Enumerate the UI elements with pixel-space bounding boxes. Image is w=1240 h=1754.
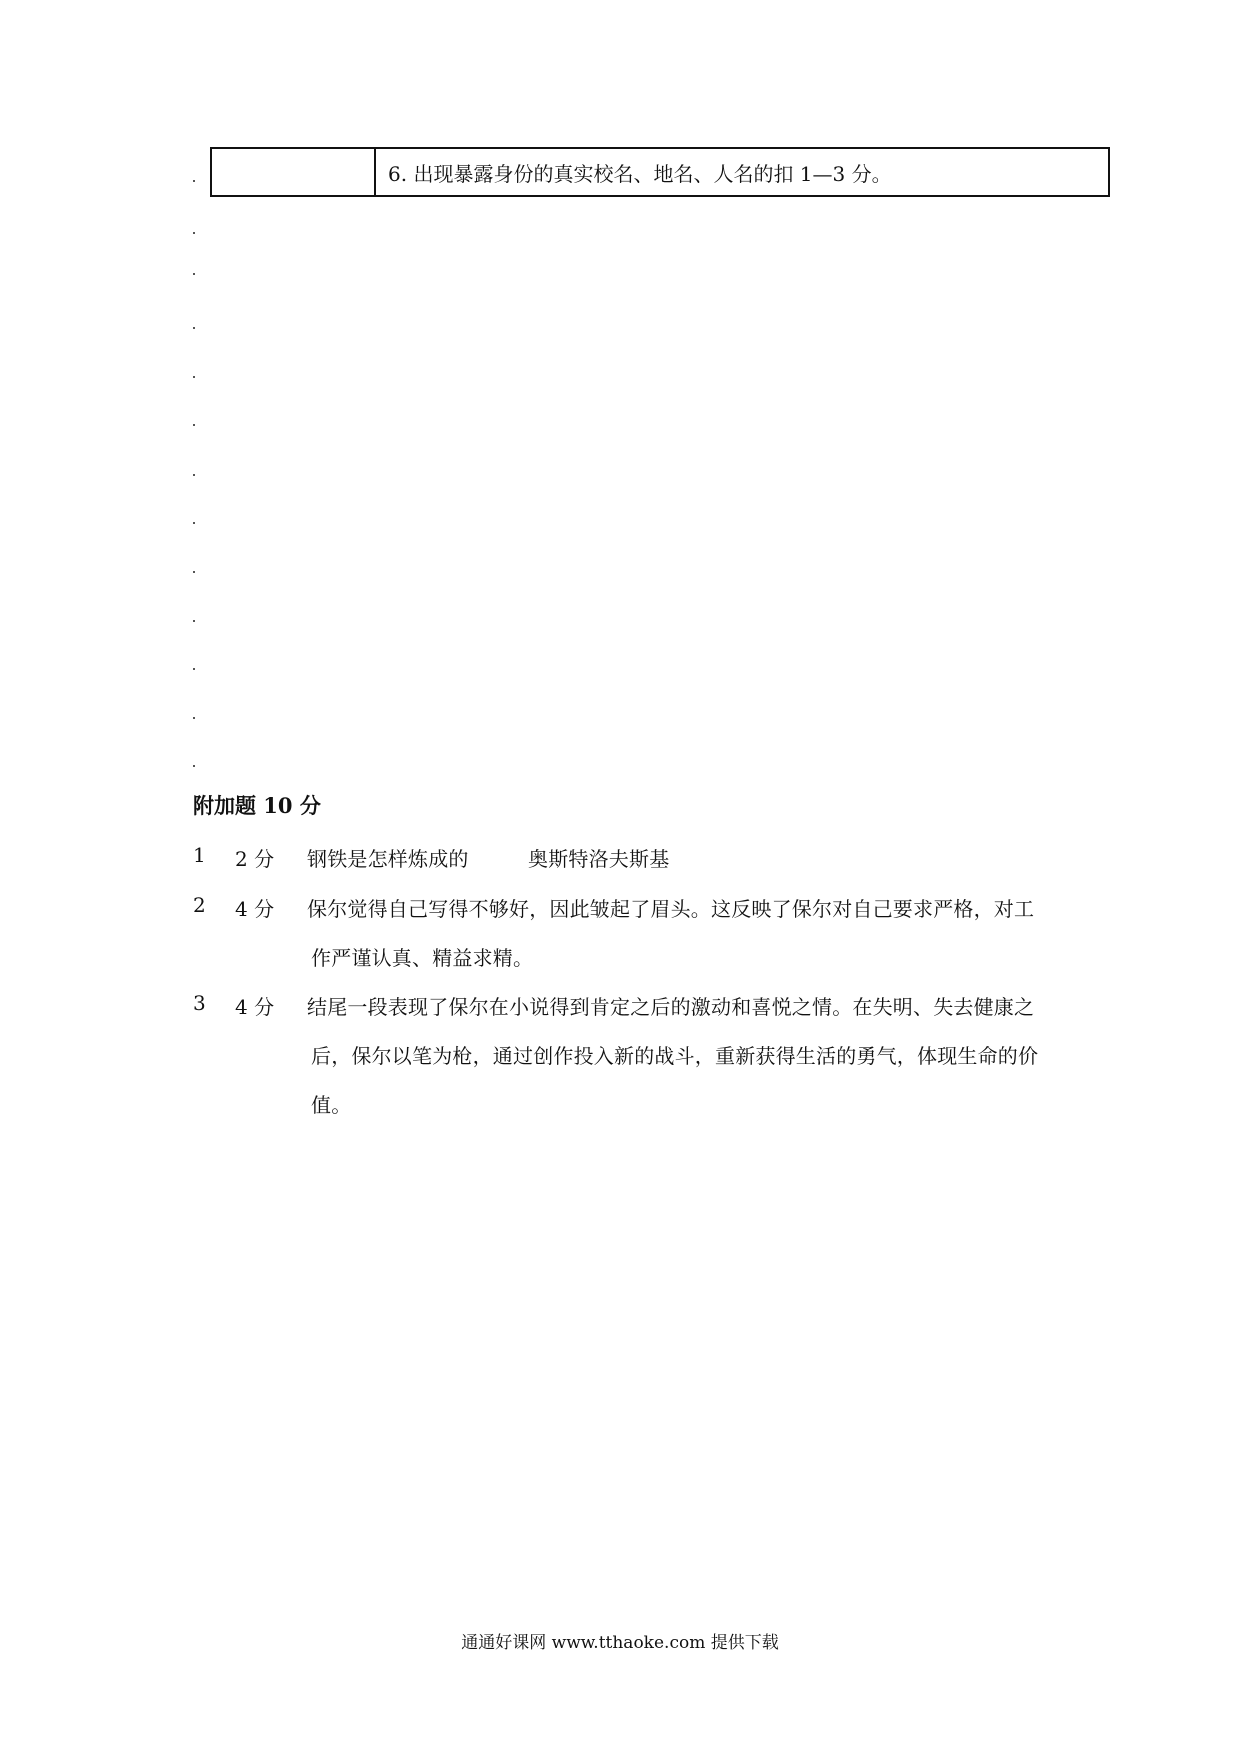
paragraph-mark <box>193 668 195 670</box>
question-number: 2 <box>193 893 206 917</box>
question-score: 4 分 <box>235 995 275 1019</box>
paragraph-mark <box>193 180 195 182</box>
paragraph-mark <box>193 522 195 524</box>
question-number: 3 <box>193 991 206 1015</box>
paragraph-mark <box>193 620 195 622</box>
answer-line: 结尾一段表现了保尔在小说得到肯定之后的激动和喜悦之情。在失明、失去健康之 <box>307 995 1035 1019</box>
rubric-cell-label <box>211 148 375 196</box>
answer-line: 值。 <box>311 1093 352 1117</box>
question-score: 2 分 <box>235 847 275 871</box>
paragraph-mark <box>193 327 195 329</box>
bonus-section-title: 附加题 10 分 <box>193 793 321 818</box>
paragraph-mark <box>193 474 195 476</box>
scoring-rubric-table <box>210 147 1110 197</box>
paragraph-mark <box>193 273 195 275</box>
question-score: 4 分 <box>235 897 275 921</box>
rubric-cell-criterion: 6. 出现暴露身份的真实校名、地名、人名的扣 1—3 分。 <box>375 148 1109 196</box>
answer-line: 作严谨认真、精益求精。 <box>311 946 534 970</box>
question-number: 1 <box>193 843 206 867</box>
paragraph-mark <box>193 376 195 378</box>
paragraph-mark <box>193 571 195 573</box>
answer-line: 保尔觉得自己写得不够好，因此皱起了眉头。这反映了保尔对自己要求严格，对工 <box>307 897 1035 921</box>
paragraph-mark <box>193 765 195 767</box>
paragraph-mark <box>193 232 195 234</box>
paragraph-mark <box>193 424 195 426</box>
answer-book-title: 钢铁是怎样炼成的 <box>307 847 469 871</box>
paragraph-mark <box>193 717 195 719</box>
page-footer: 通通好课网 www.tthaoke.com 提供下载 <box>461 1633 779 1653</box>
rubric-row <box>211 148 1109 196</box>
answer-line: 后，保尔以笔为枪，通过创作投入新的战斗，重新获得生活的勇气，体现生命的价 <box>311 1044 1039 1068</box>
answer-author: 奥斯特洛夫斯基 <box>528 847 670 871</box>
